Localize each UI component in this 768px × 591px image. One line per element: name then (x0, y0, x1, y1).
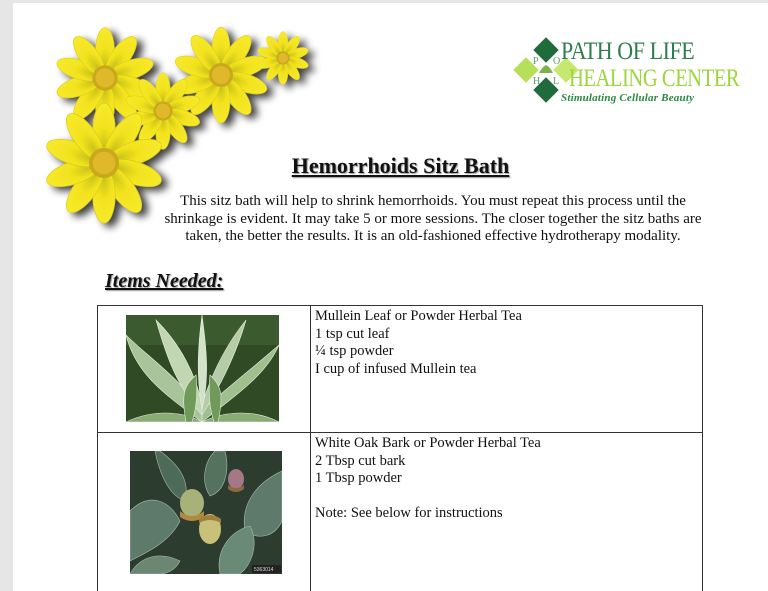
mullein-plant-icon (126, 315, 279, 422)
items-table (97, 305, 703, 591)
svg-text:5363014: 5363014 (254, 567, 274, 573)
item-quantity: ¼ tsp powder (315, 343, 394, 359)
mullein-photo (126, 315, 279, 422)
svg-text:P: P (533, 56, 539, 67)
item-text-cell (311, 433, 703, 591)
logo-title: PATH OF LIFE (561, 38, 695, 65)
item-image-cell (98, 433, 311, 591)
intro-paragraph: This sitz bath will help to shrink hemorrhoids. You must repeat this process until the shrinkage is evident. It may take 5 or more sessions. The closer together the sitz baths are taken, the better the results. It is an old-fashioned effective hydrotherapy modality. (164, 193, 702, 244)
logo-tagline: Stimulating Cellular Beauty (561, 92, 695, 104)
page-title: Hemorrhoids Sitz Bath (291, 153, 510, 178)
item-quantity: 2 Tbsp cut bark (315, 452, 406, 469)
item-quantity: 1 Tbsp powder (315, 470, 402, 486)
table-row (98, 433, 703, 591)
white-oak-photo (130, 451, 282, 574)
oak-acorn-icon (130, 451, 282, 574)
item-quantity: 1 tsp cut leaf (315, 325, 390, 342)
svg-text:O: O (553, 56, 561, 67)
path-of-life-logo (503, 37, 743, 117)
document-page (13, 3, 768, 591)
svg-text:H: H (533, 76, 541, 87)
table-row (98, 306, 703, 433)
items-needed-heading: Items Needed: (105, 270, 224, 292)
logo-subtitle: HEALING CENTER (569, 65, 740, 92)
item-quantity: I cup of infused Mullein tea (315, 360, 477, 377)
item-note: Note: See below for instructions (315, 505, 503, 521)
svg-text:L: L (553, 76, 560, 87)
item-text-cell (311, 306, 703, 433)
blank-line (315, 488, 698, 506)
item-name: White Oak Bark or Powder Herbal Tea (315, 435, 541, 451)
item-name: Mullein Leaf or Powder Herbal Tea (315, 308, 522, 324)
item-image-cell (98, 306, 311, 433)
